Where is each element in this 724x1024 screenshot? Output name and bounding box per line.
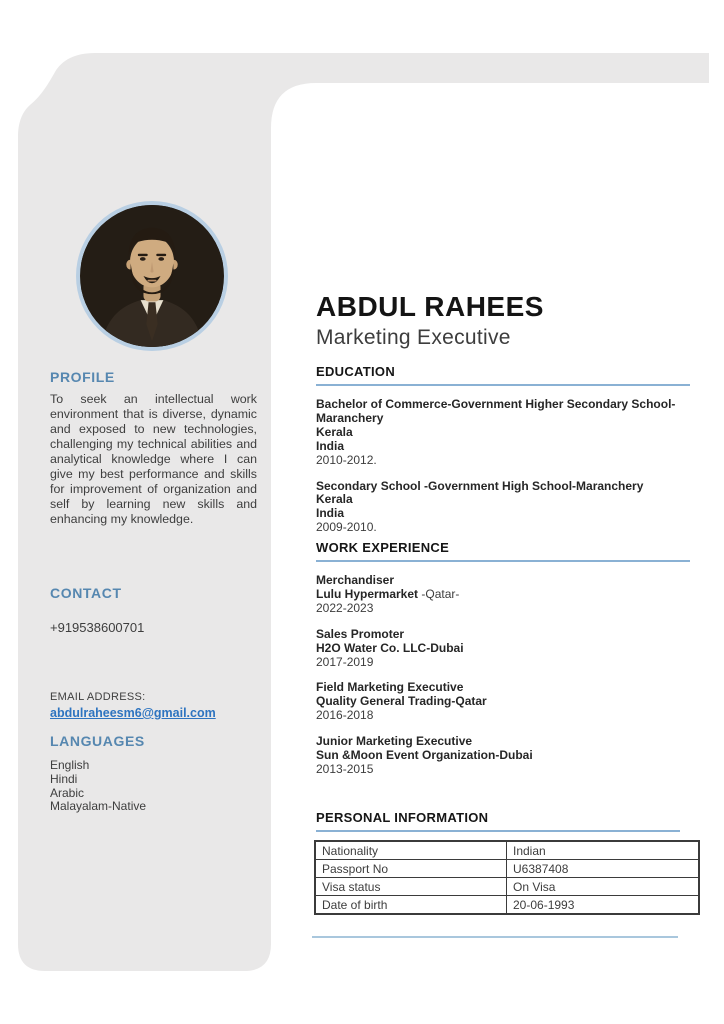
languages-list [50, 759, 257, 814]
table-row [315, 896, 699, 915]
work-experience-heading: WORK EXPERIENCE [316, 540, 690, 562]
table-row [315, 878, 699, 896]
contact-heading: CONTACT [50, 585, 122, 601]
personal-information-section [316, 810, 680, 915]
personal-row-value: Indian [507, 841, 700, 860]
work-years: 2013-2015 [316, 761, 374, 776]
education-section [316, 364, 690, 535]
email-row [50, 706, 257, 720]
work-role: Merchandiser [316, 573, 395, 587]
person-job-title: Marketing Executive [316, 326, 511, 349]
work-role: Junior Marketing Executive [316, 734, 473, 749]
personal-row-label: Passport No [315, 860, 507, 878]
education-school: Bachelor of Commerce-Government Higher Secondary School-Maranchery [316, 397, 676, 425]
education-region: Kerala [316, 424, 353, 439]
language-item: English [50, 758, 90, 772]
personal-row-value: 20-06-1993 [507, 896, 700, 915]
work-company: Quality General Trading-Qatar [316, 694, 487, 709]
work-item [316, 681, 690, 723]
work-company: Lulu Hypermarket [316, 586, 419, 601]
person-name: ABDUL RAHEES [316, 291, 544, 322]
personal-row-value: U6387408 [507, 860, 700, 878]
email-label: EMAIL ADDRESS: [50, 691, 146, 703]
education-item [316, 480, 690, 536]
personal-row-label: Date of birth [315, 896, 507, 915]
work-years: 2017-2019 [316, 654, 374, 669]
profile-photo-portrait [80, 205, 224, 347]
work-role: Field Marketing Executive [316, 680, 464, 695]
table-row [315, 841, 699, 860]
education-item [316, 398, 690, 468]
work-item [316, 735, 690, 777]
education-years: 2009-2010. [316, 520, 377, 535]
personal-row-label: Visa status [315, 878, 507, 896]
education-country: India [316, 438, 345, 453]
language-item: Arabic [50, 785, 85, 800]
education-heading: EDUCATION [316, 364, 690, 386]
work-company-location: -Qatar- [418, 586, 460, 601]
language-item: Malayalam-Native [50, 799, 147, 814]
personal-row-value: On Visa [507, 878, 700, 896]
work-years: 2022-2023 [316, 600, 374, 615]
languages-heading: LANGUAGES [50, 733, 145, 749]
education-school: Secondary School -Government High School-Maranchery [316, 478, 644, 493]
phone-number: +919538600701 [50, 620, 145, 635]
work-item [316, 574, 690, 616]
profile-photo [76, 201, 228, 351]
footer-divider [312, 936, 678, 938]
work-experience-section [316, 540, 690, 777]
education-years: 2010-2012. [316, 452, 377, 467]
work-years: 2016-2018 [316, 708, 374, 723]
work-item [316, 628, 690, 670]
personal-information-heading: PERSONAL INFORMATION [316, 810, 680, 832]
email-link[interactable]: abdulraheesm6@gmail.com [50, 706, 216, 720]
profile-heading: PROFILE [50, 369, 115, 385]
personal-information-table [314, 840, 700, 915]
personal-row-label: Nationality [315, 841, 507, 860]
work-role: Sales Promoter [316, 626, 405, 641]
education-region: Kerala [316, 492, 353, 507]
work-company: Sun &Moon Event Organization-Dubai [316, 748, 533, 763]
profile-text: To seek an intellectual work environment that is diverse, dynamic and exposed to new technologies, challenging my technical abilities and analytical knowledge where I can give my best performance and skills for improvement of organization and self by learning new skills and enhancing my knowledge. [50, 392, 257, 526]
table-row [315, 860, 699, 878]
work-company: H2O Water Co. LLC-Dubai [316, 640, 464, 655]
language-item: Hindi [50, 771, 78, 786]
education-country: India [316, 506, 345, 521]
